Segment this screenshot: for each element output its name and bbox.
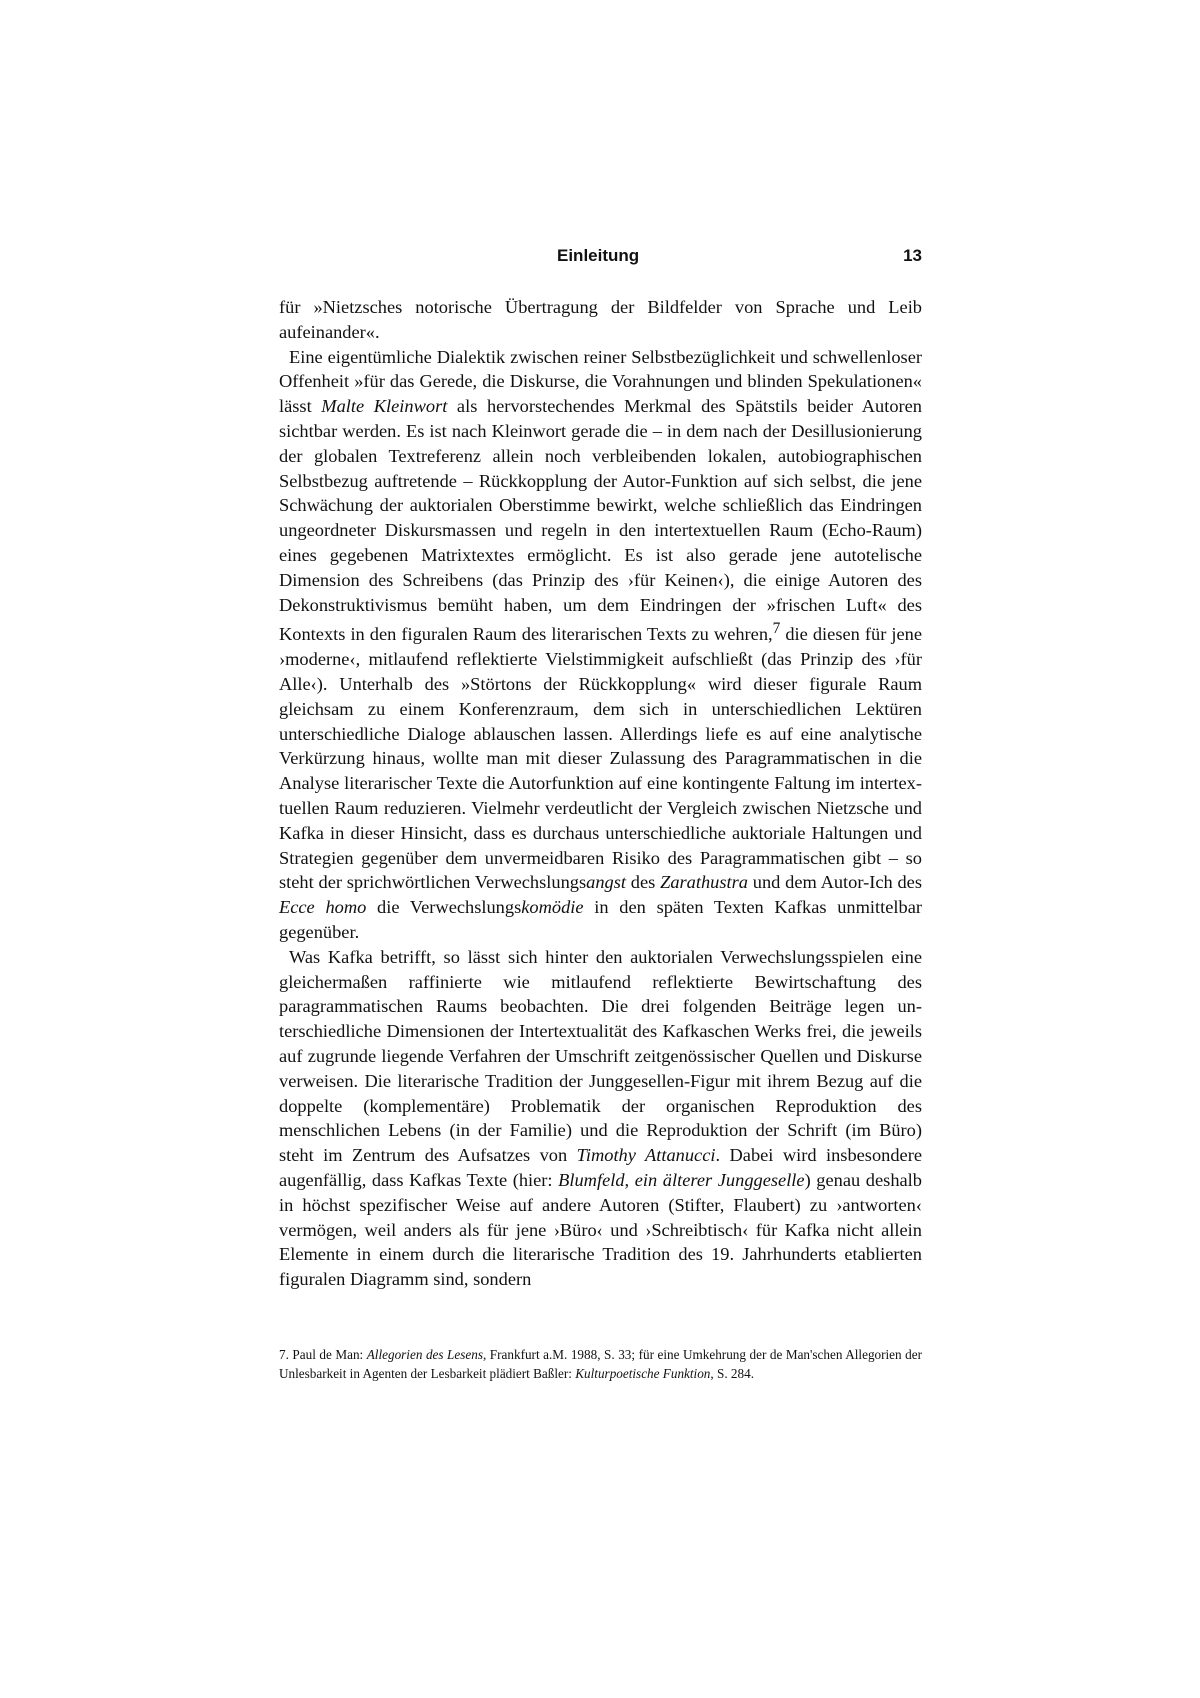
text-run: Eine eigentümliche Dialektik zwischen reiner Selbstbezüglichkeit und schwellenloser Offenheit »für das Gerede, die Diskurse, die Vorahnungen und blinden Spekulationen« lässt bbox=[279, 346, 922, 417]
footnotes bbox=[279, 1346, 922, 1383]
text-run: Was Kafka betrifft, so lässt sich hinter den auktorialen Verwechslungsspielen eine gleichermaßen raffinierte wie mitlaufend reflektierte Bewirtschaftung des paragrammatischen Raums beobachten. Die drei folgenden Beiträge legen unterschiedliche Dimensionen der Intertextualität des Kafkaschen Werks frei, die jeweils auf zugrunde liegende Verfahren der Umschrift zeitgenössischer Quellen und Diskurse verweisen. Die literarische Tradition der Junggesellen-Figur mit ihrem Bezug auf die doppelte (komplementäre) Problematik der organischen Reproduktion des menschlichen Lebens (in der Familie) und die Reproduktion der Schrift (im Büro) steht im Zentrum des Aufsatzes von bbox=[279, 946, 922, 1166]
text-run: und dem Autor-Ich des bbox=[748, 872, 922, 893]
text-run: , S. 284. bbox=[710, 1365, 755, 1381]
italic-text: Zarathustra bbox=[660, 872, 748, 893]
footnote-separator bbox=[279, 1330, 922, 1331]
footnote-ref: 7 bbox=[772, 620, 781, 638]
text-run: . Dabei wird insbesondere augenfällig, dass Kafkas Texte (hier: bbox=[279, 1145, 922, 1191]
text-run: für »Nietzsches notorische Übertragung der Bildfelder von Sprache und Leib aufeinander«. bbox=[279, 297, 922, 342]
text-run: als hervorstechendes Merkmal des Spätstils beider Autoren sichtbar werden. Es ist nach Kleinwort gerade die – in dem nach der Desillusionierung der globalen Textreferenz allein noch verbleibenden lokalen, autobiographischen Selbstbezug auftretende – Rückkopplung der Autor-Funktion auf sich selbst, die jene Schwächung der auktorialen Oberstimme bewirkt, welche schließlich das Eindringen ungeordneter Diskursmassen und regeln in den intertextuellen Raum (Echo-Raum) eines gegebenen Matrixtextes ermöglicht. Es ist also gerade jene autotelische Dimension des Schreibens (das Prinzip des ›für Keinen‹), die einige Autoren des Dekonstruktivismus bemüht haben, um dem Eindringen der »frischen Luft« des Kontexts in den figuralen Raum des literarischen Texts zu wehren, bbox=[279, 396, 922, 645]
italic-text: Malte Kleinwort bbox=[321, 396, 448, 417]
italic-text: Ecce homo bbox=[279, 897, 367, 918]
italic-text: Timothy Attanucci bbox=[576, 1145, 716, 1166]
text-run: in den späten Texten Kafkas unmittelbar gegenüber. bbox=[279, 897, 923, 943]
text-run: ) genau deshalb in höchst spezifischer Weise auf andere Autoren (Stifter, Flaubert) zu ›antworten‹ vermögen, weil anders als für jene ›Büro‹ und ›Schreibtisch‹ für Kafka nicht allein Elemente in einem durch die literarische Tradition des 19. Jahrhunderts etablierten figuralen Diagramm sind, sondern bbox=[279, 1170, 922, 1290]
text-run: des bbox=[626, 872, 661, 893]
body-text bbox=[279, 295, 922, 1292]
italic-text: komödie bbox=[521, 897, 584, 918]
text-run: , Frankfurt a.M. 1988, S. 33; für eine Umkehrung der de Man'schen Allegorien der Unlesbarkeit in Agenten der Lesbarkeit plädiert Baßler: bbox=[279, 1347, 922, 1381]
running-title: Einleitung bbox=[557, 246, 640, 265]
page-number: 13 bbox=[903, 246, 922, 265]
italic-text: Blumfeld, ein älterer Junggeselle bbox=[558, 1170, 805, 1191]
footnote-item bbox=[279, 1346, 922, 1383]
paragraph bbox=[279, 945, 922, 1292]
text-run: 7. Paul de Man: bbox=[279, 1347, 367, 1362]
running-header bbox=[279, 246, 922, 276]
text-run: die diesen für jene ›moderne‹, mitlaufend reflektierte Vielstimmigkeit aufschließt (das Prinzip des ›für Alle‹). Unterhalb des »Störtons der Rückkopplung« wird dieser figurale Raum gleichsam zu einem Konferenzraum, dem sich in unterschiedlichen Lektüren unterschiedliche Dialoge ablauschen lassen. Allerdings liefe es auf eine analytische Verkürzung hinaus, wollte man mit dieser Zulassung des Paragrammatischen in die Analyse literarischer Texte die Autorfunktion auf eine kontingente Faltung im intertextuellen Raum reduzieren. Vielmehr verdeutlicht der Vergleich zwischen Nietzsche und Kafka in dieser Hinsicht, dass es durchaus unterschiedliche auktoriale Haltungen und Strategien gegenüber dem unvermeidbaren Risiko des Paragrammatischen gibt – so steht der sprichwörtlichen Verwechslungs bbox=[279, 624, 922, 893]
italic-text: angst bbox=[586, 872, 627, 893]
paragraph bbox=[279, 345, 922, 945]
text-run: die Verwechslungs bbox=[366, 897, 522, 918]
italic-text: Kulturpoetische Funktion bbox=[575, 1365, 711, 1381]
italic-text: Allegorien des Lesens bbox=[366, 1347, 483, 1362]
paragraph bbox=[279, 295, 922, 345]
